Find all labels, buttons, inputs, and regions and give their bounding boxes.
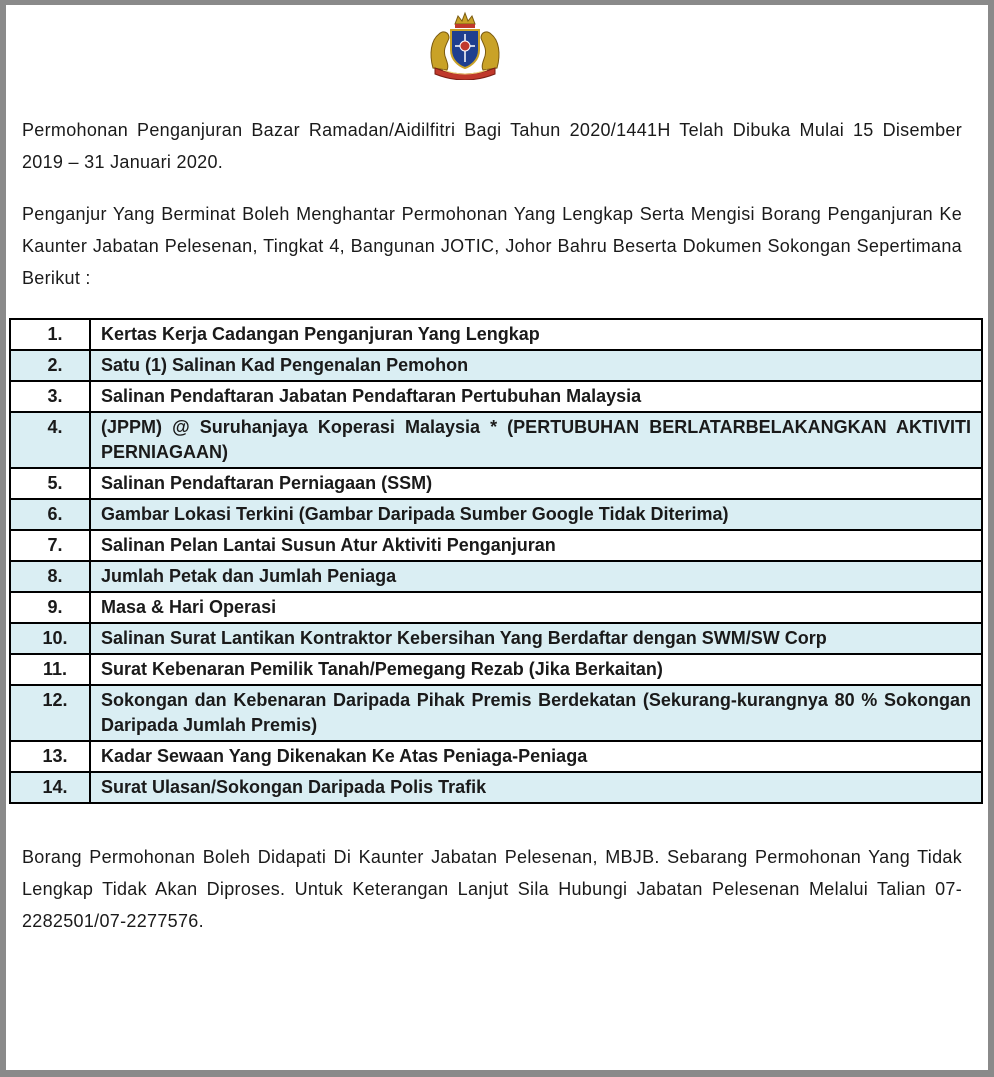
- mbjb-crest-icon: [425, 10, 505, 80]
- requirement-text: Salinan Pendaftaran Perniagaan (SSM): [90, 468, 982, 499]
- requirement-number: 11.: [10, 654, 90, 685]
- intro-paragraph-submission: Penganjur Yang Berminat Boleh Menghantar Permohonan Yang Lengkap Serta Mengisi Borang Penganjuran Ke Kaunter Jabatan Pelesenan, Tingkat 4, Bangunan JOTIC, Johor Bahru Beserta Dokumen Sokongan Sepertimana Berikut :: [22, 204, 962, 288]
- requirement-text: Salinan Surat Lantikan Kontraktor Kebersihan Yang Berdaftar dengan SWM/SW Corp: [90, 623, 982, 654]
- requirement-text: Satu (1) Salinan Kad Pengenalan Pemohon: [90, 350, 982, 381]
- requirement-text: Salinan Pelan Lantai Susun Atur Aktiviti Penganjuran: [90, 530, 982, 561]
- requirement-number: 6.: [10, 499, 90, 530]
- requirement-number: 2.: [10, 350, 90, 381]
- requirement-text: Surat Kebenaran Pemilik Tanah/Pemegang Rezab (Jika Berkaitan): [90, 654, 982, 685]
- requirement-row: [10, 412, 982, 468]
- requirement-text: (JPPM) @ Suruhanjaya Koperasi Malaysia * (PERTUBUHAN BERLATARBELAKANGKAN AKTIVITI PERNIAGAAN): [90, 412, 982, 468]
- requirement-number: 14.: [10, 772, 90, 803]
- requirement-text: Jumlah Petak dan Jumlah Peniaga: [90, 561, 982, 592]
- requirement-row: [10, 319, 982, 350]
- requirements-table: [9, 318, 983, 804]
- requirement-row: [10, 561, 982, 592]
- requirement-row: [10, 592, 982, 623]
- requirement-number: 10.: [10, 623, 90, 654]
- requirement-number: 9.: [10, 592, 90, 623]
- requirement-text: Masa & Hari Operasi: [90, 592, 982, 623]
- requirement-text: Kadar Sewaan Yang Dikenakan Ke Atas Peniaga-Peniaga: [90, 741, 982, 772]
- footer-paragraph-contact: Borang Permohonan Boleh Didapati Di Kaunter Jabatan Pelesenan, MBJB. Sebarang Permohonan Yang Tidak Lengkap Tidak Akan Diproses. Untuk Keterangan Lanjut Sila Hubungi Jabatan Pelesenan Melalui Talian 07-2282501/07-2277576.: [22, 847, 962, 931]
- requirement-number: 13.: [10, 741, 90, 772]
- requirement-number: 8.: [10, 561, 90, 592]
- requirement-row: [10, 530, 982, 561]
- requirement-row: [10, 741, 982, 772]
- requirement-number: 5.: [10, 468, 90, 499]
- requirement-text: Gambar Lokasi Terkini (Gambar Daripada Sumber Google Tidak Diterima): [90, 499, 982, 530]
- requirement-text: Surat Ulasan/Sokongan Daripada Polis Trafik: [90, 772, 982, 803]
- requirement-number: 12.: [10, 685, 90, 741]
- requirement-text: Salinan Pendaftaran Jabatan Pendaftaran Pertubuhan Malaysia: [90, 381, 982, 412]
- requirement-row: [10, 772, 982, 803]
- intro-paragraph-dates: Permohonan Penganjuran Bazar Ramadan/Aidilfitri Bagi Tahun 2020/1441H Telah Dibuka Mulai 15 Disember 2019 – 31 Januari 2020.: [22, 120, 962, 172]
- requirement-number: 3.: [10, 381, 90, 412]
- requirement-row: [10, 499, 982, 530]
- requirement-text: Sokongan dan Kebenaran Daripada Pihak Premis Berdekatan (Sekurang-kurangnya 80 % Sokongan Daripada Jumlah Premis): [90, 685, 982, 741]
- requirement-row: [10, 381, 982, 412]
- requirement-row: [10, 685, 982, 741]
- requirement-text: Kertas Kerja Cadangan Penganjuran Yang Lengkap: [90, 319, 982, 350]
- requirement-row: [10, 468, 982, 499]
- requirement-row: [10, 350, 982, 381]
- requirement-row: [10, 623, 982, 654]
- requirement-number: 1.: [10, 319, 90, 350]
- requirement-number: 7.: [10, 530, 90, 561]
- requirement-number: 4.: [10, 412, 90, 468]
- requirement-row: [10, 654, 982, 685]
